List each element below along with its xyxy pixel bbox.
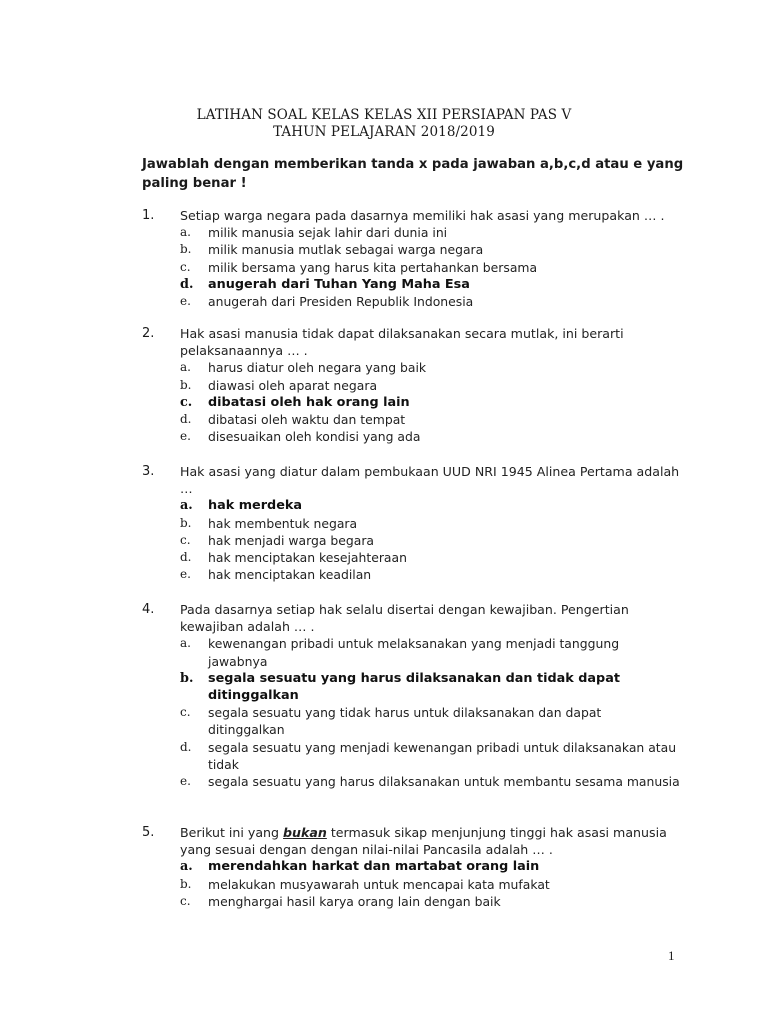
option-letter: d. <box>180 412 192 427</box>
option-text: anugerah dari Presiden Republik Indonesia <box>208 294 474 310</box>
option-letter: e. <box>180 567 191 582</box>
option-text: segala sesuatu yang tidak harus untuk dilaksanakan dan dapat ditinggalkan <box>208 705 602 738</box>
option-e[interactable] <box>180 566 680 583</box>
option-list <box>142 497 702 583</box>
document-subtitle: TAHUN PELAJARAN 2018/2019 <box>273 124 495 140</box>
question-number: 1. <box>142 208 155 223</box>
option-text: disesuaikan oleh kondisi yang ada <box>208 429 421 445</box>
option-letter: b. <box>180 242 192 257</box>
option-b[interactable] <box>180 377 680 394</box>
option-text: hak menciptakan kesejahteraan <box>208 550 407 566</box>
question-text: Pada dasarnya setiap hak selalu disertai dengan kewajiban. Pengertian kewajiban adalah … . <box>180 602 629 635</box>
option-text: milik manusia sejak lahir dari dunia ini <box>208 225 448 241</box>
option-b[interactable] <box>180 241 680 258</box>
option-text: merendahkan harkat dan martabat orang lain <box>208 859 540 875</box>
option-letter: a. <box>180 225 191 240</box>
page-number: 1 <box>668 948 675 963</box>
question-text <box>180 824 680 858</box>
option-c[interactable] <box>180 893 680 910</box>
option-letter: d. <box>180 550 192 565</box>
option-text: hak menjadi warga begara <box>208 532 375 548</box>
question-text: Hak asasi manusia tidak dapat dilaksanakan secara mutlak, ini berarti pelaksanaannya … . <box>180 326 624 359</box>
option-letter: b. <box>180 670 194 686</box>
option-text: dibatasi oleh hak orang lain <box>208 394 410 410</box>
document-title: LATIHAN SOAL KELAS KELAS XII PERSIAPAN PAS V <box>196 107 572 123</box>
option-c-answer[interactable] <box>180 394 680 411</box>
question-number: 5. <box>142 825 155 840</box>
option-text: hak membentuk negara <box>208 515 358 531</box>
option-d[interactable] <box>180 411 680 428</box>
option-d[interactable] <box>180 549 680 566</box>
question-text: Setiap warga negara pada dasarnya memiliki hak asasi yang merupakan … . <box>180 208 665 223</box>
option-a-answer[interactable] <box>180 858 680 875</box>
option-letter: e. <box>180 429 191 444</box>
question-3 <box>142 463 702 583</box>
emphasis-word: bukan <box>283 825 327 840</box>
question-2 <box>142 325 702 445</box>
question-4 <box>142 601 702 790</box>
option-c[interactable] <box>180 259 680 276</box>
option-letter: a. <box>180 360 191 375</box>
option-letter: e. <box>180 294 191 309</box>
option-a-answer[interactable] <box>180 497 680 514</box>
option-letter: b. <box>180 377 192 392</box>
option-b[interactable] <box>180 876 680 893</box>
question-number: 2. <box>142 326 155 341</box>
option-c[interactable] <box>180 704 680 738</box>
option-text: segala sesuatu yang menjadi kewenangan pribadi untuk dilaksanakan atau tidak <box>208 739 677 772</box>
option-c[interactable] <box>180 532 680 549</box>
option-e[interactable] <box>180 428 680 445</box>
option-text: melakukan musyawarah untuk mencapai kata mufakat <box>208 876 550 892</box>
option-text: milik manusia mutlak sebagai warga negara <box>208 242 484 258</box>
option-letter: c. <box>180 259 191 274</box>
option-letter: b. <box>180 876 192 891</box>
option-letter: d. <box>180 276 194 292</box>
option-letter: c. <box>180 893 191 908</box>
instruction-text: Jawablah dengan memberikan tanda x pada jawaban a,b,c,d atau e yang paling benar ! <box>142 157 684 191</box>
question-1 <box>142 207 702 310</box>
question-text-after: termasuk sikap menjunjung tinggi hak asasi manusia yang sesuai dengan dengan nilai-nilai Pancasila adalah … . <box>180 825 667 858</box>
option-letter: d. <box>180 739 192 754</box>
option-letter: c. <box>180 532 191 547</box>
option-d-answer[interactable] <box>180 276 680 293</box>
option-e[interactable] <box>180 773 680 790</box>
option-letter: a. <box>180 859 193 875</box>
option-a[interactable] <box>180 359 680 376</box>
option-text: dibatasi oleh waktu dan tempat <box>208 412 406 428</box>
option-a[interactable] <box>180 224 680 241</box>
option-text: harus diatur oleh negara yang baik <box>208 360 427 376</box>
option-letter: e. <box>180 774 191 789</box>
question-text: Hak asasi yang diatur dalam pembukaan UUD NRI 1945 Alinea Pertama adalah … <box>180 464 680 497</box>
question-number: 4. <box>142 602 155 617</box>
option-letter: b. <box>180 515 192 530</box>
option-text: menghargai hasil karya orang lain dengan baik <box>208 893 501 909</box>
option-letter: a. <box>180 498 193 514</box>
option-text: kewenangan pribadi untuk melaksanakan yang menjadi tanggung jawabnya <box>208 636 620 669</box>
question-text-before: Berikut ini yang <box>180 825 284 840</box>
option-list <box>142 224 702 310</box>
option-text: hak merdeka <box>208 498 303 514</box>
option-list <box>142 858 702 910</box>
option-list <box>142 359 702 445</box>
option-letter: c. <box>180 394 193 410</box>
option-text: hak menciptakan keadilan <box>208 567 372 583</box>
option-text: diawasi oleh aparat negara <box>208 377 378 393</box>
question-5 <box>142 824 702 910</box>
option-letter: c. <box>180 705 191 720</box>
option-b-answer[interactable] <box>180 670 680 704</box>
option-letter: a. <box>180 636 191 651</box>
option-e[interactable] <box>180 293 680 310</box>
option-b[interactable] <box>180 515 680 532</box>
option-text: anugerah dari Tuhan Yang Maha Esa <box>208 276 470 292</box>
option-d[interactable] <box>180 739 680 773</box>
option-text: milik bersama yang harus kita pertahankan bersama <box>208 259 538 275</box>
option-a[interactable] <box>180 635 680 669</box>
option-list <box>142 635 702 790</box>
option-text: segala sesuatu yang harus dilaksanakan untuk membantu sesama manusia <box>208 774 680 790</box>
question-number: 3. <box>142 464 155 479</box>
option-text: segala sesuatu yang harus dilaksanakan dan tidak dapat ditinggalkan <box>208 670 620 704</box>
